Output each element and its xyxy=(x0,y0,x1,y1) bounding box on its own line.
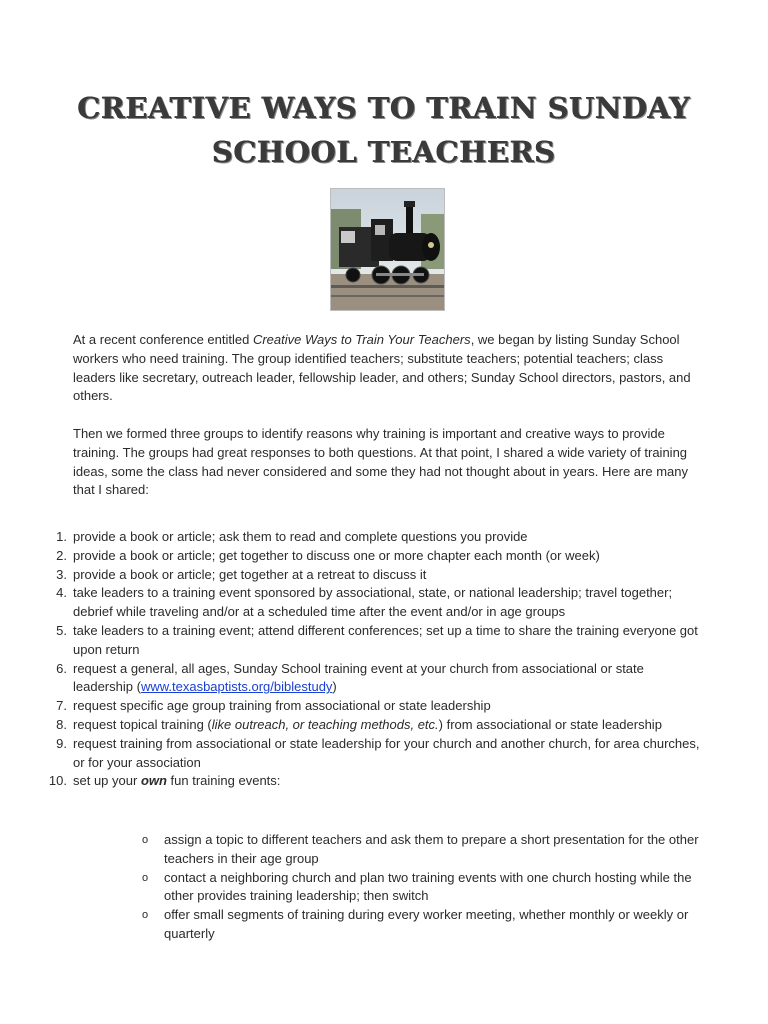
list-item xyxy=(40,716,700,735)
own-events-sublist xyxy=(140,831,700,944)
sublist-item-text: contact a neighboring church and plan two training events with one church hosting while the other provides training leadership; then switch xyxy=(164,869,692,904)
list-item xyxy=(40,547,700,566)
bullet-icon: o xyxy=(142,909,149,922)
list-item xyxy=(40,566,700,585)
list-item-text-before: set up your xyxy=(73,773,141,789)
list-item-text: provide a book or article; get together at a retreat to discuss it xyxy=(73,566,427,582)
list-item xyxy=(40,528,700,547)
intro-text-after: , we began by listing Sunday School workers who need training. The group identified teachers; substitute teachers; potential teachers; class leaders like secretary, outreach leader, fellowship leader, and others; Sunday School directors, pastors, and others. xyxy=(73,332,691,404)
intro-paragraph xyxy=(73,331,693,406)
list-item xyxy=(40,622,700,660)
steam-locomotive-photo xyxy=(330,188,445,311)
list-item-text: request specific age group training from associational or state leadership xyxy=(73,698,491,714)
conference-title: Creative Ways to Train Your Teachers xyxy=(252,332,471,347)
sublist-item xyxy=(140,869,700,907)
sublist-item-text: offer small segments of training during every worker meeting, whether monthly or weekly or quarterly xyxy=(164,907,689,941)
list-item xyxy=(40,697,700,716)
list-number: 4. xyxy=(56,585,67,601)
list-number: 8. xyxy=(56,716,67,732)
sublist-item xyxy=(140,906,700,944)
list-number: 9. xyxy=(56,735,67,751)
list-number: 7. xyxy=(56,698,67,714)
list-number: 10. xyxy=(48,773,67,789)
list-item-text: provide a book or article; ask them to read and complete questions you provide xyxy=(73,529,528,544)
list-item-text: take leaders to a training event sponsored by associational, state, or national leadership; travel together; debrief while traveling and/or at a scheduled time after the event and/or in age groups xyxy=(73,585,673,620)
list-item-text-before: request topical training ( xyxy=(73,716,212,732)
sublist-item-text: assign a topic to different teachers and ask them to prepare a short presentation for the other teachers in their age group xyxy=(164,832,699,866)
list-number: 1. xyxy=(56,529,67,544)
list-item-text: take leaders to a training event; attend different conferences; set up a time to share the training everyone got upon return xyxy=(73,622,698,657)
sublist-item xyxy=(140,831,700,869)
list-item-text: request training from associational or state leadership for your church and another church, for area churches, or for your association xyxy=(73,735,700,770)
groups-paragraph: Then we formed three groups to identify reasons why training is important and creative ways to provide training. The groups had great responses to both questions. At that point, I shared a wide variety of training ideas, some the class had never considered and some they had not thought about in years. Here are many that I shared: xyxy=(73,426,688,498)
list-item xyxy=(40,584,700,622)
list-item-text: provide a book or article; get together to discuss one or more chapter each month (or week) xyxy=(73,547,600,563)
texasbaptists-link[interactable]: www.texasbaptists.org/biblestudy xyxy=(140,679,333,695)
list-item-text-after: ) xyxy=(332,679,337,695)
list-item-italic: like outreach, or teaching methods, etc. xyxy=(211,716,439,732)
bullet-icon: o xyxy=(142,871,149,884)
list-item-text-after: ) from associational or state leadership xyxy=(438,716,662,732)
document-title: CREATIVE WAYS TO TRAIN SUNDAY SCHOOL TEACHERS xyxy=(77,91,691,169)
list-item-emphasis: own xyxy=(140,773,167,789)
list-number: 3. xyxy=(56,566,67,582)
list-item xyxy=(40,772,700,791)
list-item xyxy=(40,660,700,698)
bullet-icon: o xyxy=(142,834,149,846)
list-item-text-after: fun training events: xyxy=(166,773,281,789)
list-number: 2. xyxy=(56,547,67,563)
list-number: 6. xyxy=(56,660,67,676)
training-ideas-list xyxy=(40,528,700,791)
list-item-text-before: request a general, all ages, Sunday School training event at your church from associational or state leadership ( xyxy=(73,660,644,695)
list-item xyxy=(40,735,700,773)
intro-text-before: At a recent conference entitled xyxy=(73,332,253,347)
list-number: 5. xyxy=(56,622,67,638)
